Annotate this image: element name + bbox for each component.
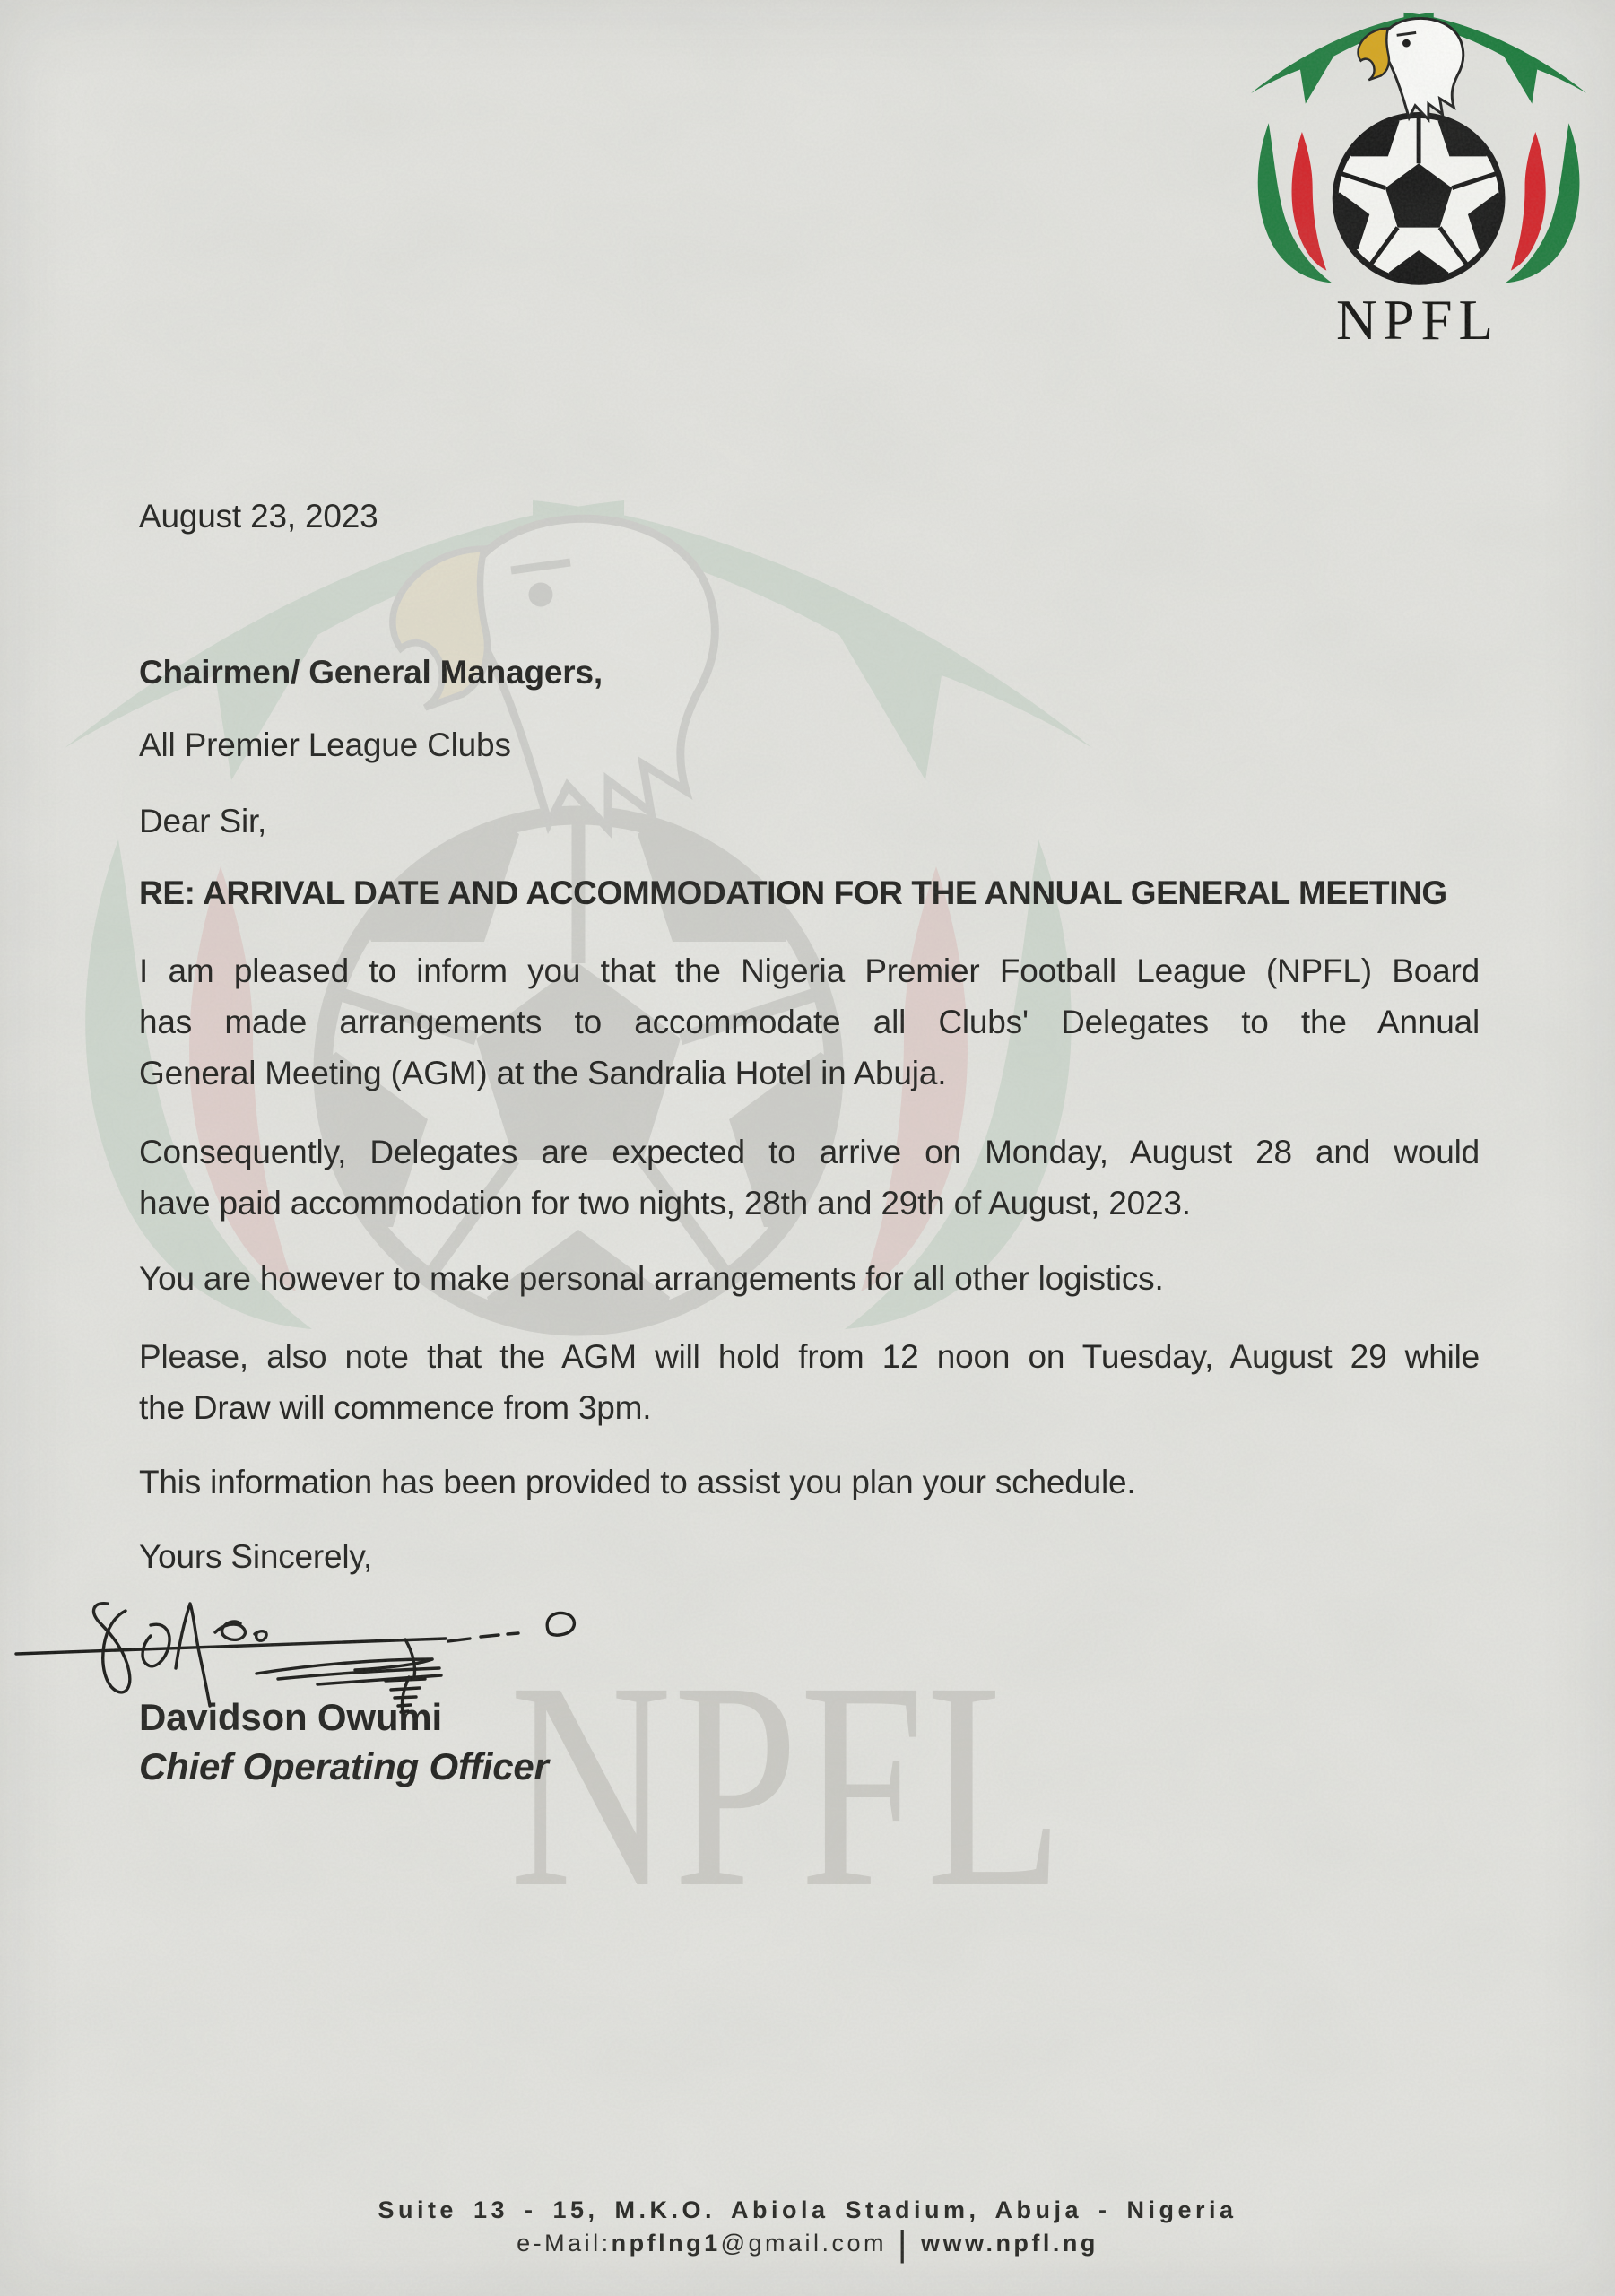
paragraph-2 xyxy=(139,1126,1480,1229)
salutation: Dear Sir, xyxy=(139,803,267,839)
recipient-line-1: Chairmen/ General Managers, xyxy=(139,654,603,691)
paragraph-3: You are however to make personal arrangements for all other logistics. xyxy=(139,1260,1164,1297)
closing: Yours Sincerely, xyxy=(139,1538,373,1575)
recipient-line-2: All Premier League Clubs xyxy=(139,726,511,763)
subject-line: RE: ARRIVAL DATE AND ACCOMMODATION FOR THE ANNUAL GENERAL MEETING xyxy=(139,874,1447,911)
paragraph-1-line-1: I am pleased to inform you that the Nigeria Premier Football League (NPFL) Board xyxy=(139,952,1480,989)
npfl-logo-caption: NPFL xyxy=(1335,289,1500,352)
watermark-logo xyxy=(54,484,1130,1372)
signature-scribble xyxy=(0,1589,628,1715)
signatory-title: Chief Operating Officer xyxy=(139,1745,549,1787)
footer-email-label: e-Mail: xyxy=(517,2230,612,2257)
footer-address: Suite 13 - 15, M.K.O. Abiola Stadium, Abuja - Nigeria xyxy=(378,2196,1237,2223)
footer-separator-bar: | xyxy=(898,2224,910,2264)
watermark-text: NPFL xyxy=(509,1622,1065,1949)
letter-date: August 23, 2023 xyxy=(139,498,378,535)
npfl-logo xyxy=(1247,7,1599,352)
paragraph-2-line-1: Consequently, Delegates are expected to arrive on Monday, August 28 and would xyxy=(139,1134,1480,1170)
paragraph-1 xyxy=(139,945,1480,1099)
footer-contact xyxy=(0,2224,1615,2264)
paragraph-4 xyxy=(139,1331,1480,1433)
paragraph-1-line-3: General Meeting (AGM) at the Sandralia Hotel in Abuja. xyxy=(139,1055,947,1091)
npfl-logo-graphic xyxy=(1247,7,1599,297)
paragraph-4-line-2: the Draw will commence from 3pm. xyxy=(139,1389,652,1426)
paragraph-1-line-2: has made arrangements to accommodate all Clubs' Delegates to the Annual xyxy=(139,1004,1480,1040)
footer-email-domain: @gmail.com xyxy=(720,2230,888,2257)
paragraph-5: This information has been provided to assist you plan your schedule. xyxy=(139,1464,1136,1500)
paragraph-4-line-1: Please, also note that the AGM will hold from 12 noon on Tuesday, August 29 while xyxy=(139,1338,1480,1375)
paragraph-2-line-2: have paid accommodation for two nights, 28th and 29th of August, 2023. xyxy=(139,1185,1191,1222)
footer-email-user: npflng1 xyxy=(611,2230,721,2257)
signatory-name: Davidson Owumi xyxy=(139,1696,442,1738)
watermark-logo-graphic xyxy=(54,484,1130,1372)
footer-website: www.npfl.ng xyxy=(920,2230,1098,2257)
